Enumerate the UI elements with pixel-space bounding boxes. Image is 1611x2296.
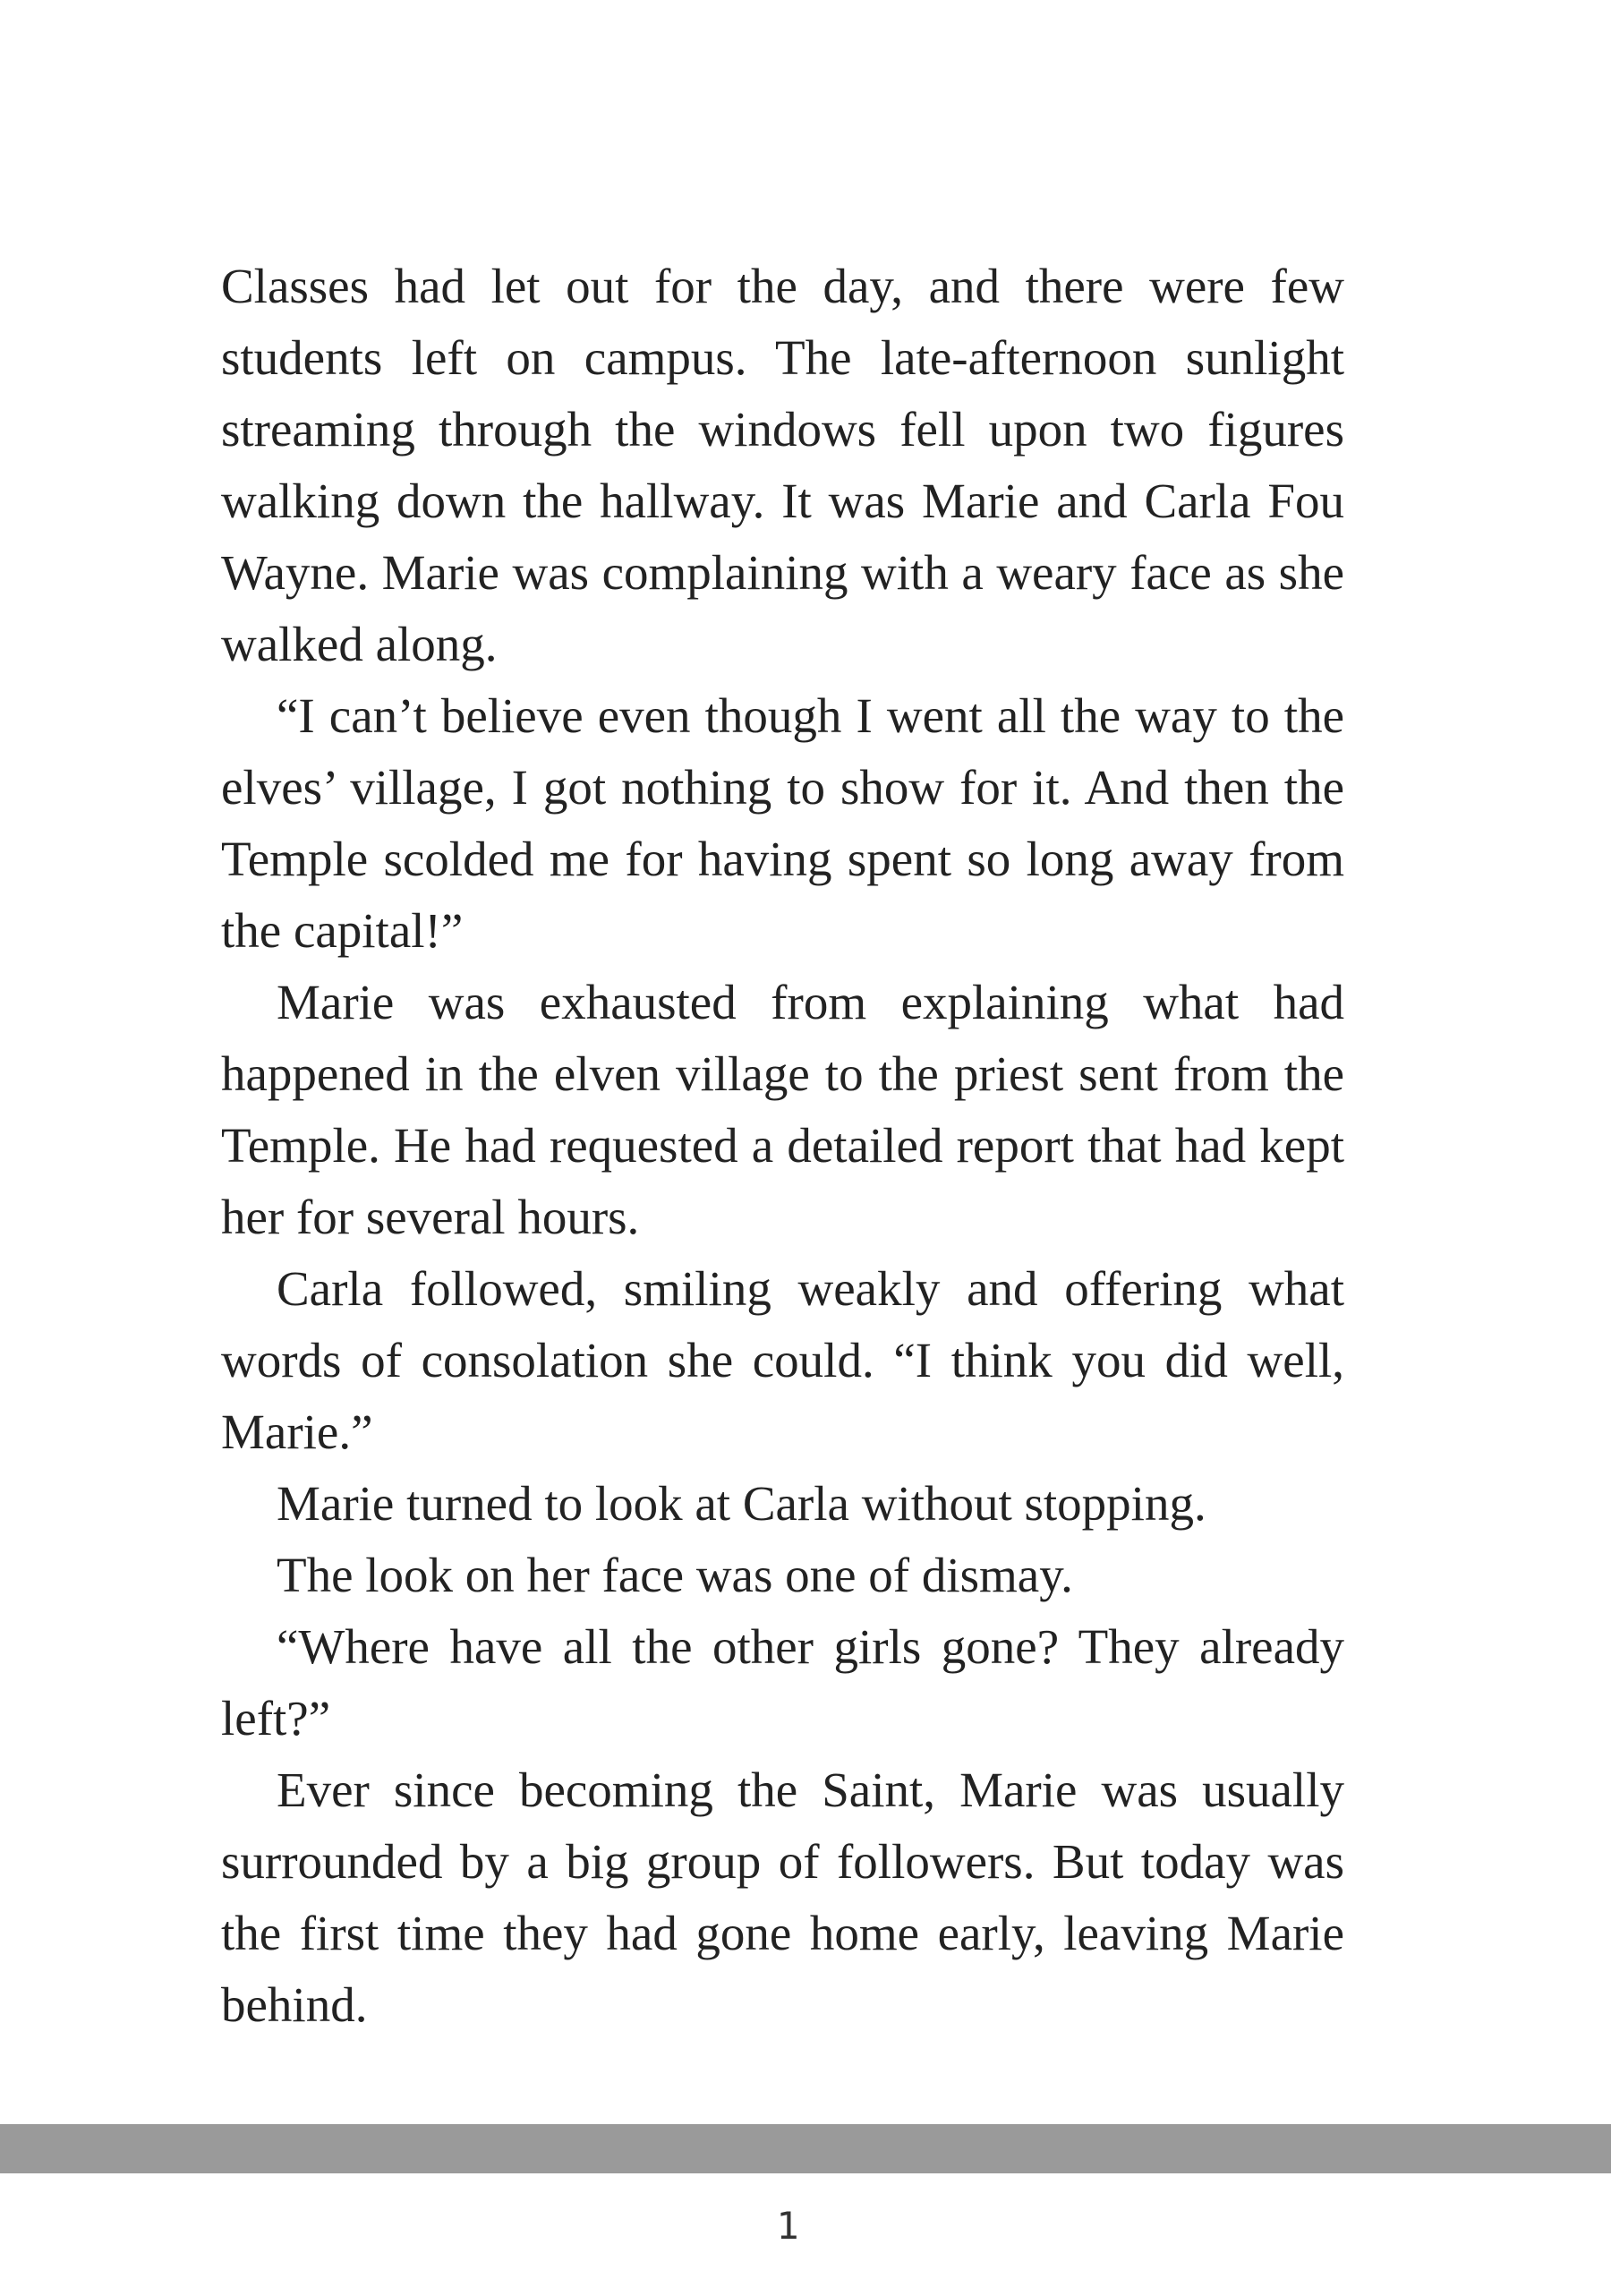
paragraph-8: Ever since becoming the Saint, Marie was usually surrounded by a big group of followers. But today was the first time they had gone home early, leaving Marie behind. bbox=[221, 1763, 1344, 2032]
page-body bbox=[221, 251, 1344, 2041]
paragraph-3: Marie was exhausted from explaining what had happened in the elven village to the priest sent from the Temple. He had requested a detailed report that had kept her for several hours. bbox=[221, 975, 1344, 1244]
paragraph-6: The look on her face was one of dismay. bbox=[277, 1548, 1073, 1602]
paragraph-5: Marie turned to look at Carla without stopping. bbox=[277, 1476, 1206, 1531]
paragraph-7: “Where have all the other girls gone? They already left?” bbox=[221, 1619, 1344, 1745]
paragraph-1: Classes had let out for the day, and there were few students left on campus. The late-afternoon sunlight streaming through the windows fell upon two figures walking down the hallway. It was Marie and Carla Fou Wayne. Marie was complaining with a weary face as she walked along. bbox=[221, 259, 1344, 671]
paragraph-4: Carla followed, smiling weakly and offering what words of consolation she could. “I think you did well, Marie.” bbox=[221, 1261, 1344, 1459]
paragraph-2: “I can’t believe even though I went all the way to the elves’ village, I got nothing to show for it. And then the Temple scolded me for having spent so long away from the capital!” bbox=[221, 688, 1344, 958]
footer-bar bbox=[0, 2124, 1611, 2173]
page-number: 1 bbox=[776, 2204, 799, 2248]
